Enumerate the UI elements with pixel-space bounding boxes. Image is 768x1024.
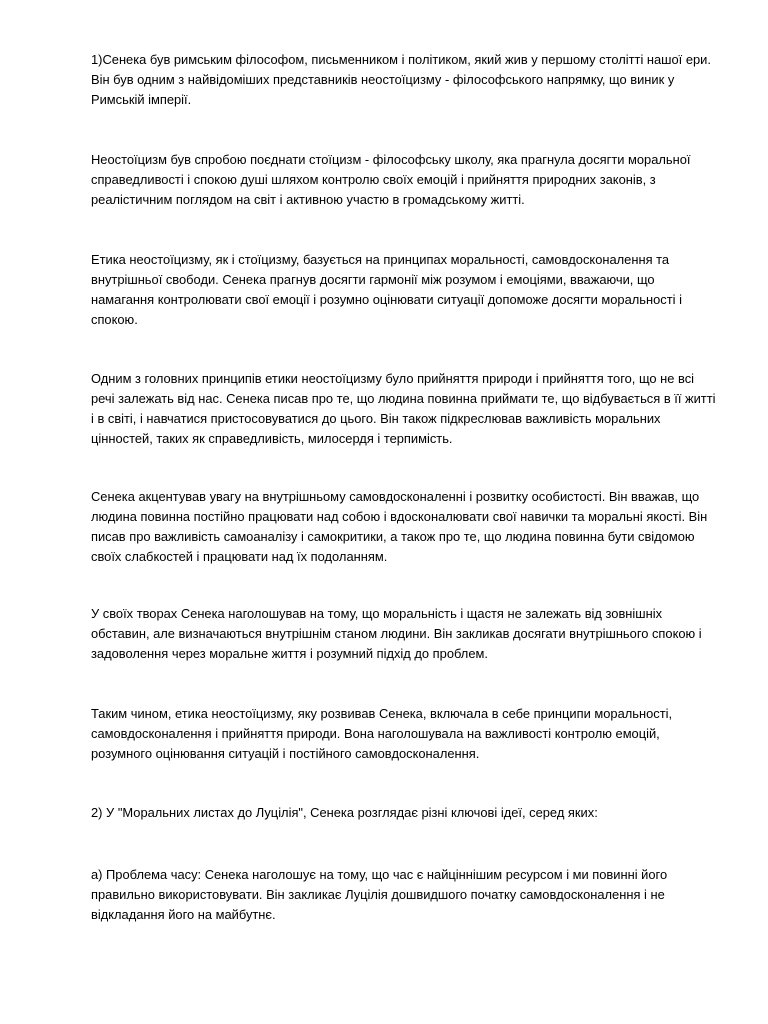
paragraph-1: 1)Сенека був римським філософом, письменником і політиком, який жив у першому столітті нашої ери. Він був одним з найвідоміших представників неостоїцизму - філософського напрямку, що виник у Римській імперії. <box>91 52 711 107</box>
paragraph-5: Сенека акцентував увагу на внутрішньому самовдосконаленні і розвитку особистості. Він вважав, що людина повинна постійно працювати над собою і вдосконалювати свої навички та моральні якості. Він писав про важливість самоаналізу і самокритики, а також про те, що людина повинна бути свідомою своїх слабкостей і працювати над їх подоланням. <box>91 489 708 564</box>
paragraph-4: Одним з головних принципів етики неостоїцизму було прийняття природи і прийняття того, що не всі речі залежать від нас. Сенека писав про те, що людина повинна приймати те, що відбувається в її житті і в світі, і навчатися пристосовуватися до цього. Він також підкреслював важливість моральних цінностей, таких як справедливість, милосердя і терпимість. <box>91 371 716 446</box>
paragraph-6: У своїх творах Сенека наголошував на тому, що моральність і щастя не залежать від зовнішніх обставин, але визначаються внутрішнім станом людини. Він закликав досягати внутрішнього спокою і задоволення через моральне життя і розумний підхід до проблем. <box>91 606 702 661</box>
paragraph-8: 2) У "Моральних листах до Луцілія", Сенека розглядає різні ключові ідеї, серед яких: <box>91 805 598 820</box>
paragraph-2: Неостоїцизм був спробою поєднати стоїцизм - філософську школу, яка прагнула досягти моральної справедливості і спокою душі шляхом контролю своїх емоцій і прийняття природних законів, з реалістичним поглядом на світ і активною участю в громадському житті. <box>91 152 691 207</box>
paragraph-7: Таким чином, етика неостоїцизму, яку розвивав Сенека, включала в себе принципи моральності, самовдосконалення і прийняття природи. Вона наголошувала на важливості контролю емоцій, розумного оцінювання ситуацій і постійного самовдосконалення. <box>91 706 673 761</box>
paragraph-3: Етика неостоїцизму, як і стоїцизму, базується на принципах моральності, самовдосконалення та внутрішньої свободи. Сенека прагнув досягти гармонії між розумом і емоціями, вважаючи, що намагання контролювати свої емоції і розумно оцінювати ситуації допоможе досягти моральності і спокою. <box>91 252 682 327</box>
paragraph-9: а) Проблема часу: Сенека наголошує на тому, що час є найціннішим ресурсом і ми повинні його правильно використовувати. Він закликає Луцілія дошвидшого початку самовдосконалення і не відкладання його на майбутнє. <box>91 867 668 922</box>
